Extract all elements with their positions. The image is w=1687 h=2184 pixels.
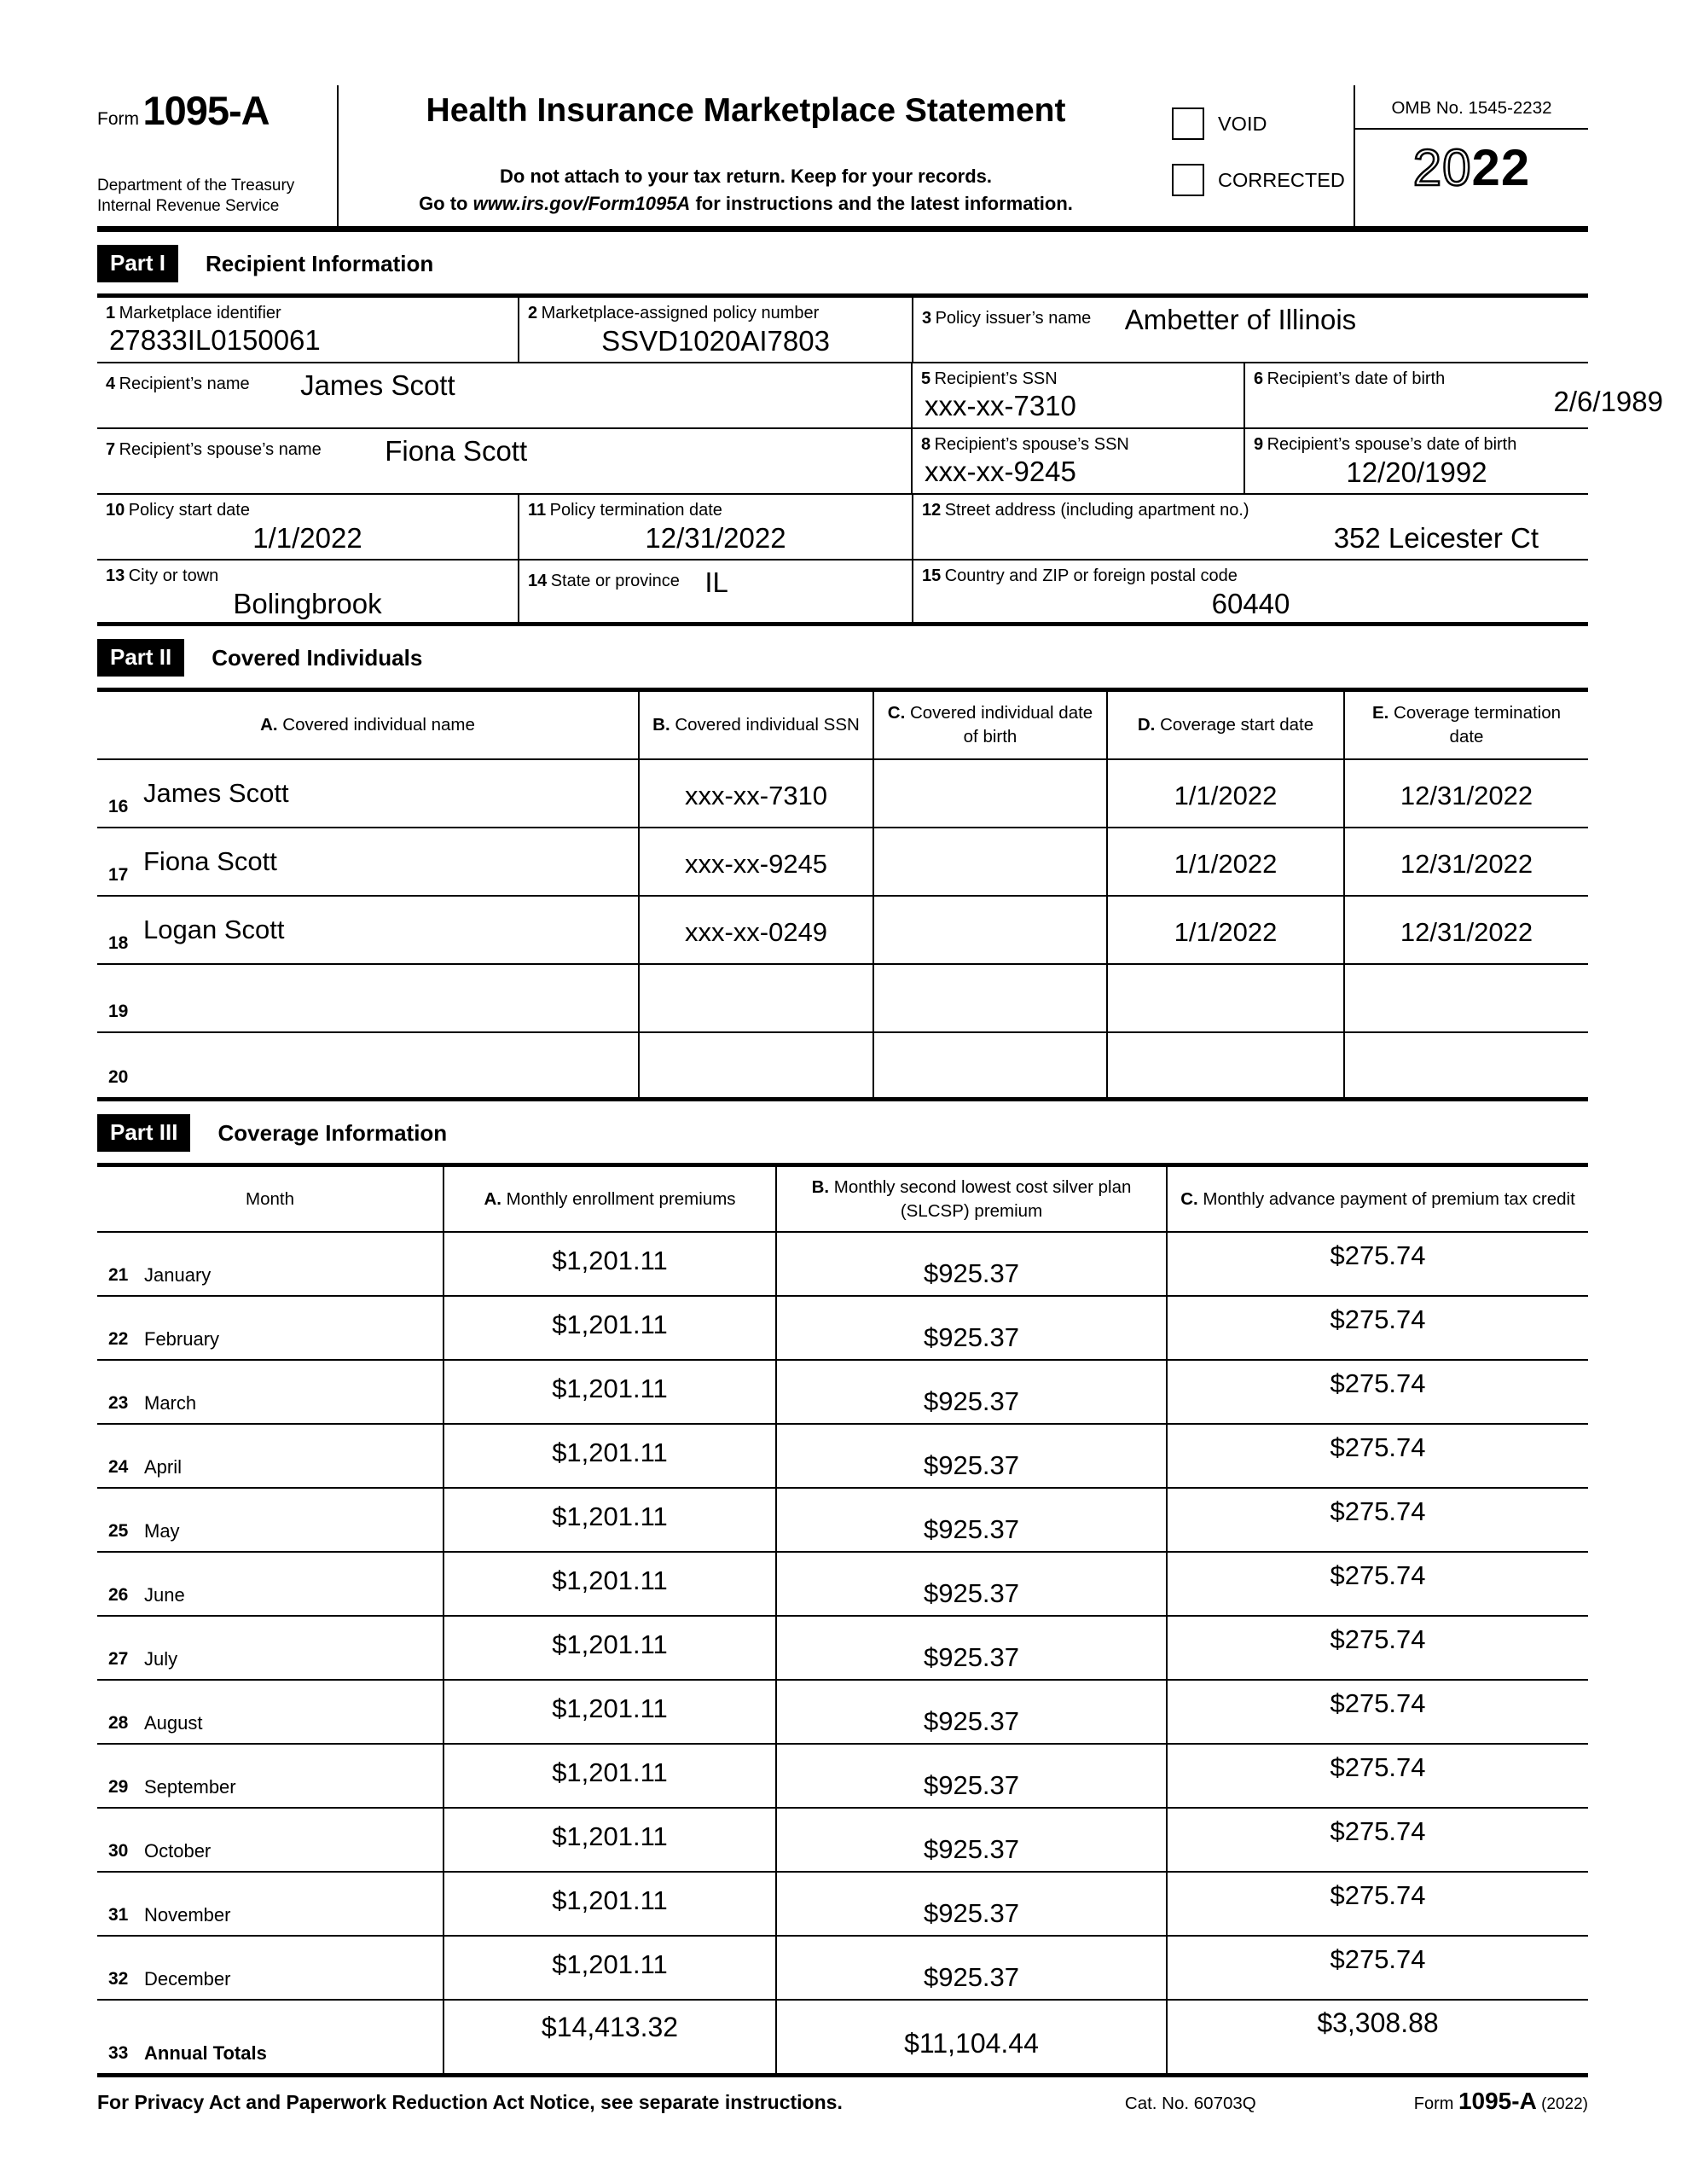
part2-title: Covered Individuals bbox=[212, 644, 423, 671]
col-header-ssn: B. Covered individual SSN bbox=[640, 692, 874, 758]
void-corrected-block bbox=[1153, 85, 1354, 226]
coverage-row-january bbox=[97, 1233, 1588, 1297]
aptc-value: $275.74 bbox=[1330, 1880, 1426, 1910]
form-instructions bbox=[344, 163, 1148, 218]
covered-dob-cell bbox=[874, 897, 1108, 963]
coverage-row-june bbox=[97, 1553, 1588, 1617]
col-header-name: A. Covered individual name bbox=[97, 692, 640, 758]
field-recipient-dob: 6 Recipient’s date of birth 2/6/1989 bbox=[1254, 369, 1663, 417]
covered-name-cell: 18 Logan Scott bbox=[97, 897, 640, 963]
enrollment-premium-value: $1,201.11 bbox=[444, 1745, 777, 1807]
slcsp-premium-value: $925.37 bbox=[777, 1937, 1168, 1999]
month-cell: 27 July bbox=[97, 1617, 444, 1679]
covered-name-cell: 16 James Scott bbox=[97, 760, 640, 827]
slcsp-premium-value: $925.37 bbox=[777, 1873, 1168, 1935]
enrollment-premium-value: $1,201.11 bbox=[444, 1489, 777, 1551]
month-cell: 29 September bbox=[97, 1745, 444, 1807]
city-value: Bolingbrook bbox=[233, 588, 382, 619]
col-header-dob: C. Covered individual date of birth bbox=[874, 692, 1108, 758]
col-header-coverage-start: D. Coverage start date bbox=[1108, 692, 1345, 758]
title-block bbox=[339, 85, 1153, 226]
enrollment-premium-value: $1,201.11 bbox=[444, 1361, 777, 1423]
annual-aptc-total: $3,308.88 bbox=[1317, 2007, 1439, 2038]
privacy-act-notice: For Privacy Act and Paperwork Reduction Act Notice, see separate instructions. bbox=[97, 2091, 843, 2113]
aptc-value: $275.74 bbox=[1330, 1496, 1426, 1526]
field-recipient-ssn: 5 Recipient’s SSN xxx-xx-7310 bbox=[913, 363, 1245, 427]
field-policy-start-date: 10 Policy start date 1/1/2022 bbox=[97, 495, 519, 559]
form-id-block bbox=[97, 85, 339, 226]
month-cell: 31 November bbox=[97, 1873, 444, 1935]
void-row bbox=[1172, 107, 1354, 140]
part3-title: Coverage Information bbox=[217, 1119, 448, 1146]
month-cell: 21 January bbox=[97, 1233, 444, 1295]
covered-ssn-cell bbox=[640, 965, 874, 1031]
slcsp-premium-value: $925.37 bbox=[777, 1297, 1168, 1359]
table-row bbox=[97, 561, 1588, 626]
enrollment-premium-value: $1,201.11 bbox=[444, 1617, 777, 1679]
covered-ssn-cell: xxx-xx-0249 bbox=[640, 897, 874, 963]
table-row bbox=[97, 495, 1588, 561]
month-cell: 28 August bbox=[97, 1681, 444, 1743]
enrollment-premium-value: $1,201.11 bbox=[444, 1681, 777, 1743]
month-cell: 32 December bbox=[97, 1937, 444, 1999]
covered-name-cell: 19 bbox=[97, 965, 640, 1031]
marketplace-identifier-value: 27833IL0150061 bbox=[109, 324, 321, 356]
col-header-coverage-end: E. Coverage termination date bbox=[1371, 703, 1562, 746]
covered-individual-row bbox=[97, 1033, 1588, 1101]
part3-badge: Part III bbox=[97, 1114, 190, 1152]
corrected-label: CORRECTED bbox=[1218, 168, 1345, 191]
instruction-line-1: Do not attach to your tax return. Keep for your records. bbox=[500, 166, 992, 188]
coverage-start-cell: 1/1/2022 bbox=[1108, 828, 1345, 895]
month-cell: 30 October bbox=[97, 1809, 444, 1871]
field-spouse-ssn: 8 Recipient’s spouse’s SSN xxx-xx-9245 bbox=[913, 429, 1245, 493]
table-row bbox=[97, 363, 1663, 429]
void-checkbox[interactable] bbox=[1172, 107, 1204, 140]
recipient-info-table bbox=[97, 293, 1663, 626]
aptc-value: $275.74 bbox=[1330, 1560, 1426, 1590]
coverage-end-cell bbox=[1345, 965, 1588, 1031]
annual-enrollment-premium-total: $14,413.32 bbox=[444, 2001, 777, 2073]
field-policy-issuer: 3 Policy issuer’s name Ambetter of Illinois bbox=[922, 304, 1357, 335]
field-zip: 15 Country and ZIP or foreign postal code 60440 bbox=[913, 561, 1588, 622]
aptc-value: $275.74 bbox=[1330, 1304, 1426, 1334]
agency-block bbox=[97, 176, 330, 218]
covered-individual-row bbox=[97, 760, 1588, 828]
part2-header bbox=[97, 639, 1588, 677]
month-cell: 22 February bbox=[97, 1297, 444, 1359]
state-value: IL bbox=[704, 566, 728, 598]
enrollment-premium-value: $1,201.11 bbox=[444, 1233, 777, 1295]
catalog-number: Cat. No. 60703Q bbox=[1124, 2094, 1256, 2113]
aptc-value: $275.74 bbox=[1330, 1816, 1426, 1846]
spouse-name-value: Fiona Scott bbox=[385, 435, 528, 467]
aptc-value: $275.74 bbox=[1330, 1944, 1426, 1974]
slcsp-premium-value: $925.37 bbox=[777, 1553, 1168, 1615]
omb-year-box bbox=[1354, 85, 1588, 226]
field-marketplace-identifier: 1 Marketplace identifier 27833IL0150061 bbox=[97, 298, 519, 362]
col-header-month: Month bbox=[97, 1167, 444, 1231]
policy-issuer-value: Ambetter of Illinois bbox=[1124, 304, 1357, 335]
part1-header bbox=[97, 245, 1588, 282]
street-address-value: 352 Leicester Ct bbox=[1333, 522, 1539, 554]
instruction-line-2: Go to www.irs.gov/Form1095A for instructions and the latest information. bbox=[419, 193, 1073, 215]
void-label: VOID bbox=[1218, 112, 1267, 135]
covered-dob-cell bbox=[874, 760, 1108, 827]
coverage-start-cell bbox=[1108, 965, 1345, 1031]
part1-badge: Part I bbox=[97, 245, 178, 282]
aptc-value: $275.74 bbox=[1330, 1240, 1426, 1270]
enrollment-premium-value: $1,201.11 bbox=[444, 1425, 777, 1487]
aptc-value: $275.74 bbox=[1330, 1624, 1426, 1654]
slcsp-premium-value: $925.37 bbox=[777, 1233, 1168, 1295]
field-city: 13 City or town Bolingbrook bbox=[97, 561, 519, 622]
slcsp-premium-value: $925.37 bbox=[777, 1425, 1168, 1487]
coverage-header-row bbox=[97, 1167, 1588, 1233]
recipient-name-value: James Scott bbox=[300, 369, 455, 401]
dept-treasury: Department of the Treasury bbox=[97, 176, 295, 195]
aptc-value: $275.74 bbox=[1330, 1368, 1426, 1398]
covered-ssn-cell: xxx-xx-9245 bbox=[640, 828, 874, 895]
covered-name-value: James Scott bbox=[143, 778, 289, 808]
zip-value: 60440 bbox=[1211, 588, 1290, 619]
col-header-enrollment-premiums: A. Monthly enrollment premiums bbox=[444, 1167, 777, 1231]
corrected-row bbox=[1172, 164, 1354, 196]
slcsp-premium-value: $925.37 bbox=[777, 1617, 1168, 1679]
coverage-row-september bbox=[97, 1745, 1588, 1809]
col-header-slcsp-premium: B. Monthly second lowest cost silver plan (SLCSP) premium bbox=[777, 1167, 1168, 1231]
form-number-line bbox=[97, 87, 330, 134]
aptc-value: $275.74 bbox=[1330, 1432, 1426, 1462]
slcsp-premium-value: $925.37 bbox=[777, 1809, 1168, 1871]
slcsp-premium-value: $925.37 bbox=[777, 1681, 1168, 1743]
corrected-checkbox[interactable] bbox=[1172, 164, 1204, 196]
field-state: 14 State or province IL bbox=[519, 561, 913, 622]
field-spouse-dob: 9 Recipient’s spouse’s date of birth 12/20/1992 bbox=[1245, 429, 1588, 493]
covered-individuals-table bbox=[97, 688, 1588, 1101]
aptc-value: $275.74 bbox=[1330, 1688, 1426, 1718]
omb-number: OMB No. 1545-2232 bbox=[1355, 85, 1588, 130]
coverage-row-november bbox=[97, 1873, 1588, 1937]
policy-termination-value: 12/31/2022 bbox=[645, 522, 786, 554]
coverage-end-cell bbox=[1345, 1033, 1588, 1097]
policy-start-value: 1/1/2022 bbox=[252, 522, 362, 554]
slcsp-premium-value: $925.37 bbox=[777, 1489, 1168, 1551]
month-cell: 25 May bbox=[97, 1489, 444, 1551]
month-cell: 23 March bbox=[97, 1361, 444, 1423]
coverage-row-july bbox=[97, 1617, 1588, 1681]
enrollment-premium-value: $1,201.11 bbox=[444, 1873, 777, 1935]
irs-name: Internal Revenue Service bbox=[97, 197, 280, 216]
coverage-end-cell: 12/31/2022 bbox=[1400, 781, 1533, 810]
annual-totals-row bbox=[97, 2001, 1588, 2077]
enrollment-premium-value: $1,201.11 bbox=[444, 1937, 777, 1999]
part1-title: Recipient Information bbox=[206, 250, 434, 276]
coverage-information-table bbox=[97, 1163, 1588, 2077]
form-footer bbox=[97, 2088, 1588, 2115]
field-street-address: 12 Street address (including apartment no.) 352 Leicester Ct bbox=[913, 495, 1588, 559]
coverage-row-august bbox=[97, 1681, 1588, 1745]
form-reference: Form 1095-A (2022) bbox=[1413, 2088, 1588, 2114]
covered-ssn-cell: xxx-xx-7310 bbox=[640, 760, 874, 827]
recipient-ssn-value: xxx-xx-7310 bbox=[925, 390, 1076, 421]
table-row bbox=[97, 429, 1588, 495]
table-row bbox=[97, 298, 1588, 363]
covered-ssn-cell bbox=[640, 1033, 874, 1097]
coverage-row-december bbox=[97, 1937, 1588, 2001]
field-policy-termination-date: 11 Policy termination date 12/31/2022 bbox=[519, 495, 913, 559]
field-spouse-name: 7 Recipient’s spouse’s name Fiona Scott bbox=[97, 429, 913, 493]
enrollment-premium-value: $1,201.11 bbox=[444, 1297, 777, 1359]
coverage-row-march bbox=[97, 1361, 1588, 1425]
coverage-end-cell: 12/31/2022 bbox=[1400, 917, 1533, 947]
covered-name-cell: 20 bbox=[97, 1033, 640, 1097]
covered-name-value bbox=[106, 1039, 629, 1051]
enrollment-premium-value: $1,201.11 bbox=[444, 1809, 777, 1871]
part2-badge: Part II bbox=[97, 639, 184, 677]
covered-name-cell: 17 Fiona Scott bbox=[97, 828, 640, 895]
coverage-row-may bbox=[97, 1489, 1588, 1553]
irs-url-link[interactable]: www.irs.gov/Form1095A bbox=[472, 193, 691, 215]
annual-slcsp-premium-total: $11,104.44 bbox=[777, 2001, 1168, 2073]
covered-name-value: Fiona Scott bbox=[143, 846, 277, 876]
annual-totals-label-cell: 33 Annual Totals bbox=[97, 2001, 444, 2073]
part3-header bbox=[97, 1114, 1588, 1152]
coverage-row-october bbox=[97, 1809, 1588, 1873]
field-policy-number: 2 Marketplace-assigned policy number SSVD1020AI7803 bbox=[519, 298, 913, 362]
coverage-row-april bbox=[97, 1425, 1588, 1489]
covered-dob-cell bbox=[874, 965, 1108, 1031]
slcsp-premium-value: $925.37 bbox=[777, 1361, 1168, 1423]
col-header-aptc: C. Monthly advance payment of premium tax credit bbox=[1180, 1188, 1575, 1209]
recipient-dob-value: 2/6/1989 bbox=[1553, 386, 1663, 417]
coverage-start-cell bbox=[1108, 1033, 1345, 1097]
covered-name-value: Logan Scott bbox=[143, 915, 285, 944]
coverage-start-cell: 1/1/2022 bbox=[1108, 897, 1345, 963]
form-number: 1095-A bbox=[142, 88, 270, 133]
form-word: Form bbox=[97, 109, 139, 129]
covered-individuals-header-row bbox=[97, 692, 1588, 760]
form-title: Health Insurance Marketplace Statement bbox=[426, 92, 1066, 129]
covered-individual-row bbox=[97, 965, 1588, 1033]
coverage-start-cell: 1/1/2022 bbox=[1108, 760, 1345, 827]
covered-dob-cell bbox=[874, 1033, 1108, 1097]
coverage-row-february bbox=[97, 1297, 1588, 1361]
aptc-value: $275.74 bbox=[1330, 1752, 1426, 1782]
coverage-end-cell: 12/31/2022 bbox=[1400, 849, 1533, 879]
month-cell: 24 April bbox=[97, 1425, 444, 1487]
covered-individual-row bbox=[97, 897, 1588, 965]
policy-number-value: SSVD1020AI7803 bbox=[601, 325, 830, 357]
covered-name-value bbox=[106, 971, 629, 983]
enrollment-premium-value: $1,201.11 bbox=[444, 1553, 777, 1615]
form-header bbox=[97, 85, 1588, 232]
field-recipient-name: 4 Recipient’s name James Scott bbox=[97, 363, 913, 427]
spouse-ssn-value: xxx-xx-9245 bbox=[925, 456, 1076, 487]
spouse-dob-value: 12/20/1992 bbox=[1346, 456, 1487, 488]
slcsp-premium-value: $925.37 bbox=[777, 1745, 1168, 1807]
month-cell: 26 June bbox=[97, 1553, 444, 1615]
covered-individual-row bbox=[97, 828, 1588, 897]
tax-year: 2022 bbox=[1412, 139, 1531, 196]
covered-dob-cell bbox=[874, 828, 1108, 895]
